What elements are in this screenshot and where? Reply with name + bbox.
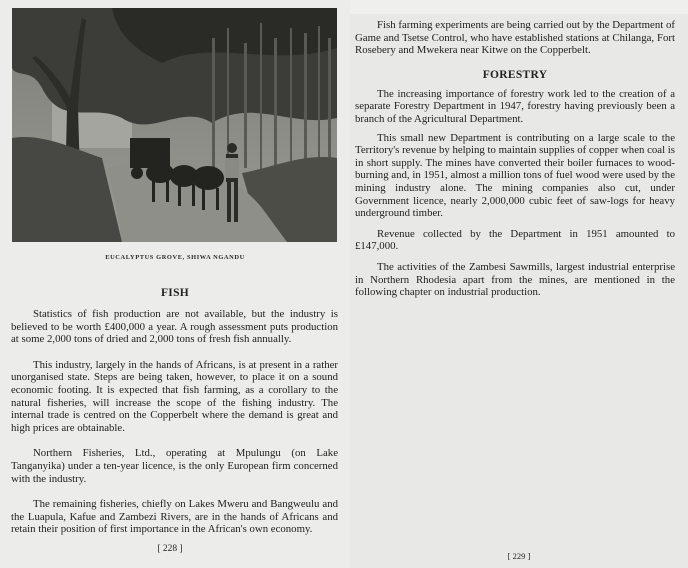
forestry-section-body xyxy=(355,19,675,299)
page-number: [ 228 ] xyxy=(157,544,183,554)
paragraph: The increasing importance of forestry work led to the creation of a separate Forestry Department in 1947, forestry having previously been a branch of the Agricultural Department. xyxy=(355,87,675,125)
paragraph: Statistics of fish production are not available, but the industry is believed to be worth £400,000 a year. A rough assessment puts production at some 2,000 tons of dried and 2,000 tons of fresh fish annually. xyxy=(11,308,338,346)
photo-caption: EUCALYPTUS GROVE, SHIWA NGANDU xyxy=(105,254,245,261)
section-heading-forestry: FORESTRY xyxy=(482,68,548,81)
section-heading-fish: FISH xyxy=(160,287,190,299)
paragraph: Northern Fisheries, Ltd., operating at Mpulungu (on Lake Tanganyika) under a ten-year licence, is the only European firm concerned with the industry. xyxy=(11,447,338,485)
fish-section-body xyxy=(11,308,338,536)
paragraph: This small new Department is contributing on a large scale to the Territory's revenue by helping to maintain supplies of copper when coal is in short supply. The mines have converted their boiler furnaces to wood-burning and, in 1951, almost a million tons of fuel wood were used by the mining industry alone. The mining companies also cut, under Government licence, nearly 2,000,000 cubic feet of saw-logs for heavy underground timber. xyxy=(355,131,675,220)
paragraph: Fish farming experiments are being carried out by the Department of Game and Tsetse Control, who have established stations at Chilanga, Fort Rosebery and Mwekera near Kitwe on the Copperbelt. xyxy=(355,19,675,57)
page-edge xyxy=(350,0,688,14)
photograph-icon xyxy=(12,8,337,242)
paragraph: This industry, largely in the hands of Africans, is at present in a rather unorganised state. Steps are being taken, however, to place it on a sound economic footing. It is expected that fish farming, as a corollary to the natural fisheries, will increase the scope of the fishing industry. The internal trade is centred on the Copperbelt where the demand is great and high prices are obtainable. xyxy=(11,358,338,434)
paragraph: The activities of the Zambesi Sawmills, largest industrial enterprise in Northern Rhodesia apart from the mines, are mentioned in the following chapter on industrial production. xyxy=(355,260,675,299)
page-number: [ 229 ] xyxy=(507,551,531,561)
paragraph: Revenue collected by the Department in 1951 amounted to £147,000. xyxy=(355,227,675,253)
eucalyptus-grove-photo xyxy=(12,8,337,242)
right-page xyxy=(350,0,688,568)
paragraph: The remaining fisheries, chiefly on Lakes Mweru and Bangweulu and the Luapula, Kafue and Zambezi Rivers, are in the hands of Africans and retain their position of first importance in the African's own economy. xyxy=(11,498,338,536)
